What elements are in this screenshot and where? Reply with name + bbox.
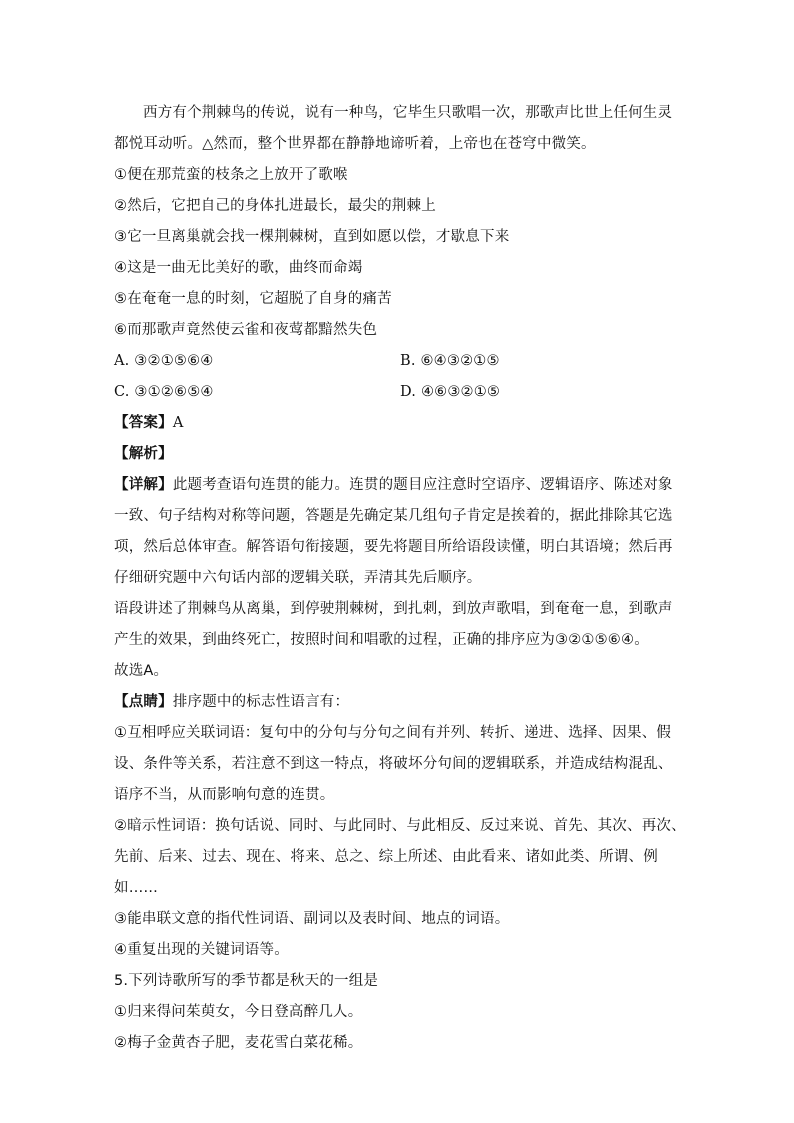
option-b [400,346,686,377]
options-row-1 [114,346,686,377]
tip-item-2: ②暗示性词语：换句话说、同时、与此同时、与此相反、反过来说、首先、其次、再次、先前、后来、过去、现在、将来、总之、综上所述、由此看来、诸如此类、所谓、例如…… [114,818,686,896]
detail-label: 【详解】 [114,477,173,493]
sentence-5: ⑤在奄奄一息的时刻，它超脱了自身的痛苦 [114,291,392,307]
option-b-value: ⑥④③②①⑤ [420,353,500,369]
option-c-value: ③①②⑥⑤④ [134,384,214,400]
question-5-line-2: ②梅子金黄杏子肥，麦花雪白菜花稀。 [114,1035,363,1051]
passage-intro: 西方有个荆棘鸟的传说，说有一种鸟，它毕生只歌唱一次，那歌声比世上任何生灵都悦耳动听。△然而，整个世界都在静静地谛听着，上帝也在苍穹中微笑。 [114,105,673,152]
tips-label: 【点睛】 [114,694,173,710]
sentence-4: ④这是一曲无比美好的歌，曲终而命竭 [114,260,363,276]
option-b-label: B. [400,353,416,369]
answer-line [114,408,686,439]
tips-intro: 排序题中的标志性语言有： [172,694,350,710]
sentence-3: ③它一旦离巢就会找一棵荆棘树，直到如愿以偿，才歇息下来 [114,229,510,245]
sentence-6: ⑥而那歌声竟然使云雀和夜莺都黯然失色 [114,322,378,338]
sentence-1: ①便在那荒蛮的枝条之上放开了歌喉 [114,167,348,183]
option-d-label: D. [400,384,417,400]
option-c [114,377,400,408]
option-a-value: ③②①⑤⑥④ [134,353,214,369]
option-a-label: A. [114,353,130,369]
analysis-label: 【解析】 [114,446,173,462]
option-d-value: ④⑥③②①⑤ [420,384,501,400]
tip-item-1: ①互相呼应关联词语：复句中的分句与分句之间有并列、转折、递进、选择、因果、假设、条件等关系，若注意不到这一特点，将破坏分句间的逻辑联系，并造成结构混乱、语序不当，从而影响句意的连贯。 [114,725,673,803]
option-a [114,346,400,377]
detail-paragraph [114,470,686,594]
detail-explain: 语段讲述了荆棘鸟从离巢，到停驶荆棘树，到扎刺，到放声歌唱，到奄奄一息，到歌声产生的效果，到曲终死亡，按照时间和唱歌的过程，正确的排序应为③②①⑤⑥④。 [114,601,673,648]
question-5-line-1: ①归来得问茱萸女，今日登高醉几人。 [114,1004,363,1020]
tip-item-3: ③能串联文意的指代性词语、副词以及表时间、地点的词语。 [114,911,510,927]
answer-label: 【答案】 [114,415,173,431]
options-row-2 [114,377,686,408]
document-body [114,98,686,1059]
answer-value: A [172,415,184,431]
option-d [400,377,686,408]
tip-item-4: ④重复出现的关键词语等。 [114,942,289,958]
option-c-label: C. [114,384,130,400]
sentence-2: ②然后，它把自己的身体扎进最长，最尖的荆棘上 [114,198,436,214]
tips-line [114,687,686,718]
analysis-line [114,439,686,470]
question-5-stem: 5.下列诗歌所写的季节都是秋天的一组是 [114,973,379,989]
detail-text: 此题考查语句连贯的能力。连贯的题目应注意时空语序、逻辑语序、陈述对象一致、句子结构对称等问题，答题是先确定某几组句子肯定是挨着的，据此排除其它选项，然后总体审查。解答语句衔接题，要先将题目所给语段读懂，明白其语境；然后再仔细研究题中六句话内部的逻辑关联，弄清其先后顺序。 [114,477,673,586]
detail-conclusion: 故选A。 [114,663,169,679]
